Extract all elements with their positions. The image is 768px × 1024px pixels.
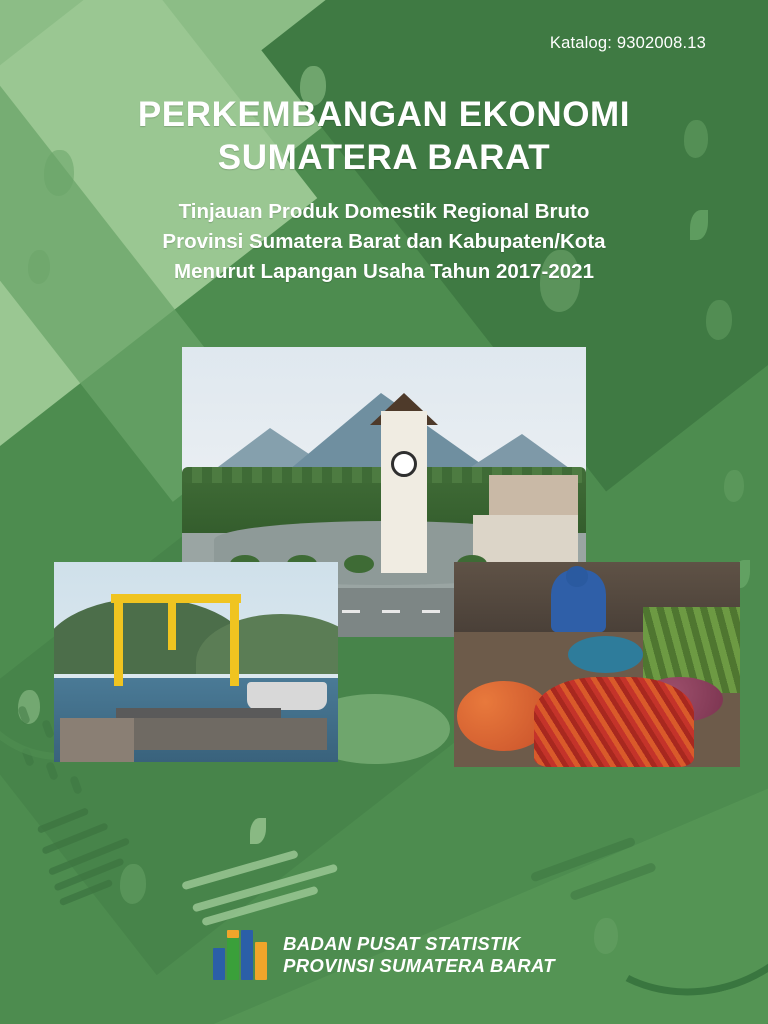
footer-agency-text xyxy=(283,933,555,977)
footer-agency-line-1: BADAN PUSAT STATISTIK xyxy=(283,933,521,955)
photo2-ship xyxy=(247,682,327,710)
subtitle-line-3: Menurut Lapangan Usaha Tahun 2017-2021 xyxy=(174,259,594,283)
logo-bar-orange xyxy=(255,942,267,980)
footer-branding xyxy=(0,930,768,980)
photo3-blue-bowl xyxy=(568,636,642,673)
port-crane-harbor-photo xyxy=(54,562,338,762)
title-line-1: PERKEMBANGAN EKONOMI xyxy=(137,95,631,134)
page-subtitle xyxy=(40,197,728,286)
photo2-pier xyxy=(60,718,134,762)
photo1-bush-3 xyxy=(344,555,374,573)
photo1-tower-body xyxy=(381,411,427,573)
photo1-building-right-2 xyxy=(473,515,578,561)
footer-agency-line-2: PROVINSI SUMATERA BARAT xyxy=(283,955,555,976)
photo3-red-chilies xyxy=(534,677,694,767)
catalog-number: Katalog: 9302008.13 xyxy=(549,34,706,52)
title-line-2: SUMATERA BARAT xyxy=(217,137,551,177)
traditional-market-chilies-photo xyxy=(454,562,740,767)
photo2-crane-boom xyxy=(111,594,242,603)
logo-bar-blue-1 xyxy=(213,948,225,980)
subtitle-line-1: Tinjauan Produk Domestik Regional Bruto xyxy=(178,200,590,224)
photo3-vendor-head xyxy=(566,566,589,587)
logo-accent-orange xyxy=(227,930,239,938)
subtitle-line-2: Provinsi Sumatera Barat dan Kabupaten/Kota xyxy=(162,230,606,254)
photo2-crane-hoist xyxy=(168,602,176,650)
bps-logo xyxy=(213,930,269,980)
page-title xyxy=(40,94,728,179)
photo2-crane-leg-1 xyxy=(114,594,123,686)
logo-bar-green xyxy=(227,938,239,980)
logo-bar-blue-2 xyxy=(241,930,253,980)
photo2-crane-leg-2 xyxy=(230,594,239,686)
title-block xyxy=(0,94,768,287)
